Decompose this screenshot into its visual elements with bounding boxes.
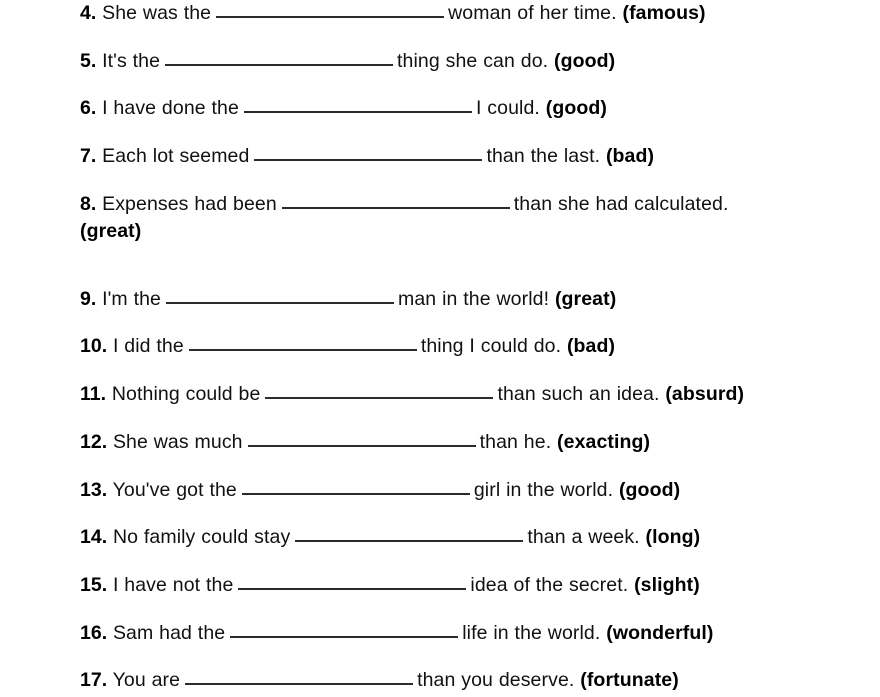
word-hint: (exacting) [557,430,651,453]
exercise-number: 13. [80,478,108,501]
exercise-text-before-blank: She was much [112,430,243,453]
answer-blank[interactable] [242,478,470,495]
exercise-number: 17. [80,669,108,692]
exercise-item [80,524,870,572]
exercise-text-after-blank: than you deserve. [417,669,575,692]
exercise-item [80,477,870,525]
word-hint: (long) [645,526,701,549]
word-hint: (absurd) [665,383,745,406]
answer-blank[interactable] [248,430,476,447]
exercise-text-after-blank: thing I could do. [420,335,562,358]
exercise-text-after-blank: idea of the secret. [470,573,629,596]
answer-blank[interactable] [216,1,444,18]
exercise-text-before-blank: She was the [102,2,212,24]
exercise-item [80,429,870,477]
answer-blank[interactable] [185,668,413,685]
answer-blank[interactable] [254,144,482,161]
exercise-text-before-blank: Expenses had been [102,192,277,215]
exercise-item [80,333,870,381]
exercise-number: 11. [80,383,107,406]
exercise-item [80,143,870,191]
exercise-text-before-blank: It's the [102,49,161,72]
word-hint: (great) [80,219,142,242]
exercise-number: 16. [80,621,108,644]
answer-blank[interactable] [238,573,466,590]
exercise-text-after-blank: life in the world. [462,621,601,644]
word-hint: (bad) [566,335,616,358]
word-hint: (slight) [634,573,700,596]
exercise-number: 6. [80,97,97,120]
exercise-text-after-blank: than he. [479,430,552,453]
word-hint: (wonderful) [606,621,714,644]
exercise-text-before-blank: I have not the [112,573,234,596]
exercise-text-after-blank: woman of her time. [448,2,617,24]
exercise-item [80,572,870,620]
answer-blank[interactable] [189,334,417,351]
word-hint: (great) [554,287,617,310]
exercise-text-before-blank: I did the [112,335,184,358]
word-hint: (famous) [622,2,706,24]
exercise-text-before-blank: I have done the [102,97,239,120]
exercise-number: 15. [80,573,108,596]
exercise-text-after-blank: I could. [475,97,540,120]
exercise-text-after-blank: man in the world! [398,287,550,310]
exercise-text-before-blank: Nothing could be [111,383,261,406]
exercise-text-after-blank: than a week. [527,526,640,549]
word-hint: (good) [554,49,616,72]
answer-blank[interactable] [230,621,458,638]
exercise-number: 5. [80,49,97,72]
exercise-text-before-blank: No family could stay [112,526,291,549]
exercise-item [80,381,870,429]
exercise-text-after-blank: than the last. [486,145,601,168]
answer-blank[interactable] [282,192,510,209]
exercise-number: 9. [80,287,97,310]
word-hint: (good) [545,97,607,120]
exercise-item [80,191,870,286]
answer-blank[interactable] [166,287,394,304]
exercise-item [80,667,870,697]
exercise-text-after-blank: than such an idea. [497,383,660,406]
answer-blank[interactable] [244,96,472,113]
exercise-item [80,286,870,334]
exercise-item [80,0,870,48]
exercise-item [80,48,870,96]
exercise-item [80,620,870,668]
exercise-number: 12. [80,430,108,453]
word-hint: (fortunate) [580,669,679,692]
exercise-text-before-blank: You are [112,669,181,692]
word-hint: (bad) [605,145,655,168]
exercise-number: 4. [80,2,97,24]
exercise-list [80,0,870,697]
exercise-number: 14. [80,526,108,549]
exercise-item [80,95,870,143]
exercise-text-after-blank: thing she can do. [397,49,549,72]
exercise-number: 10. [80,335,108,358]
exercise-text-before-blank: Each lot seemed [102,145,250,168]
exercise-text-before-blank: I'm the [102,287,162,310]
word-hint: (good) [618,478,681,501]
exercise-number: 7. [80,145,97,168]
exercise-number: 8. [80,192,97,215]
exercise-text-after-blank: than she had calculated. [513,192,729,215]
answer-blank[interactable] [165,49,393,66]
exercise-text-after-blank: girl in the world. [473,478,614,501]
exercise-text-before-blank: You've got the [112,478,237,501]
answer-blank[interactable] [295,525,523,542]
exercise-text-before-blank: Sam had the [112,621,226,644]
answer-blank[interactable] [265,382,493,399]
